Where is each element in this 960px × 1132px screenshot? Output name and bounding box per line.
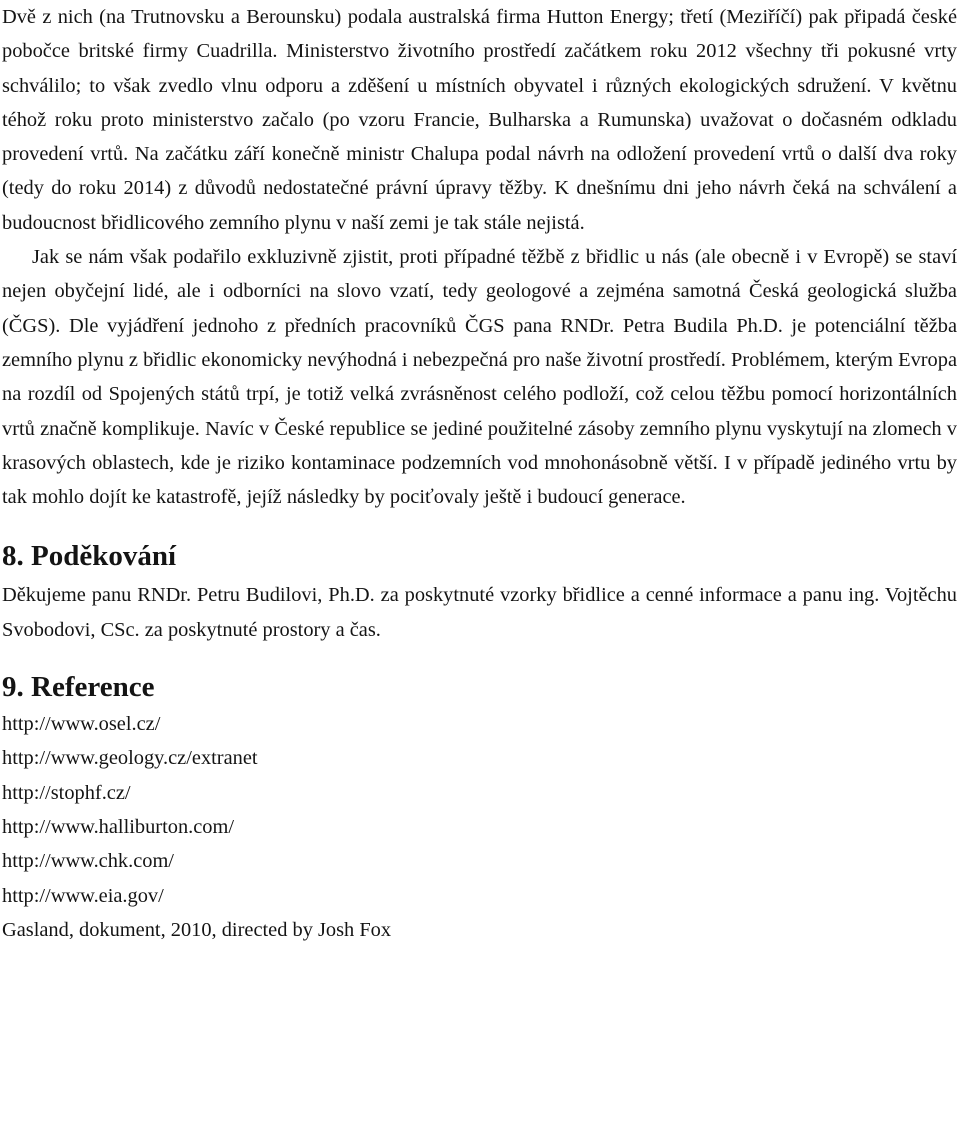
acknowledgements-text: Děkujeme panu RNDr. Petru Budilovi, Ph.D. za poskytnuté vzorky břidlice a cenné informace a panu ing. Vojtěchu Svobodovi, CSc. za poskytnuté prostory a čas. xyxy=(2,584,957,641)
reference-item: http://www.osel.cz/ xyxy=(2,713,161,736)
reference-item: http://www.halliburton.com/ xyxy=(2,815,235,838)
acknowledgements-title: Poděkování xyxy=(31,540,177,573)
reference-item: Gasland, dokument, 2010, directed by Josh Fox xyxy=(2,918,392,941)
acknowledgements-heading xyxy=(2,536,957,576)
references-title: Reference xyxy=(31,671,155,704)
acknowledgements-number: 8. xyxy=(2,540,24,573)
references-number: 9. xyxy=(2,671,24,704)
paragraph-expert-opposition: Jak se nám však podařilo exkluzivně zjistit, proti případné těžbě z břidlic u nás (ale obecně i v Evropě) se staví nejen obyčejní lidé, ale i odborníci na slovo vzatí, tedy geologové a zejména samotná Česká geologická služba (ČGS). Dle vyjádření jednoho z předních pracovníků ČGS pana RNDr. Petra Budila Ph.D. je potenciální těžba zemního plynu z břidlic ekonomicky nevýhodná i nebezpečná pro naše životní prostředí. Problémem, kterým Evropa na rozdíl od Spojených států trpí, je totiž velká zvrásněnost celého podloží, což celou těžbu pomocí horizontálních vrtů značně komplikuje. Navíc v České republice se jediné použitelné zásoby zemního plynu vyskytují na zlomech v krasových oblastech, kde je riziko kontaminace podzemních vod mnohonásobně větší. I v případě jediného vrtu by tak mohlo dojít ke katastrofě, jejíž následky by pociťovaly ještě i budoucí generace. xyxy=(2,246,957,509)
reference-list xyxy=(2,707,957,947)
reference-item: http://stophf.cz/ xyxy=(2,781,131,804)
references-heading xyxy=(2,667,957,707)
paragraph-shale-drilling-status: Dvě z nich (na Trutnovsku a Berounsku) podala australská firma Hutton Energy; třetí (Meziříčí) pak připadá české pobočce britské firmy Cuadrilla. Ministerstvo životního prostředí začátkem roku 2012 všechny tři pokusné vrty schválilo; to však zvedlo vlnu odporu a zděšení u místních obyvatel i různých ekologických sdružení. V květnu téhož roku proto ministerstvo začalo (po vzoru Francie, Bulharska a Rumunska) uvažovat o dočasném odkladu provedení vrtů. Na začátku září konečně ministr Chalupa podal návrh na odložení provedení vrtů o další dva roky (tedy do roku 2014) z důvodů nedostatečné právní úpravy těžby. K dnešnímu dni jeho návrh čeká na schválení a budoucnost břidlicového zemního plynu v naší zemi je tak stále nejistá. xyxy=(2,6,957,234)
reference-item: http://www.geology.cz/extranet xyxy=(2,747,258,770)
reference-item: http://www.eia.gov/ xyxy=(2,884,164,907)
reference-item: http://www.chk.com/ xyxy=(2,850,174,873)
document-page xyxy=(2,0,957,947)
